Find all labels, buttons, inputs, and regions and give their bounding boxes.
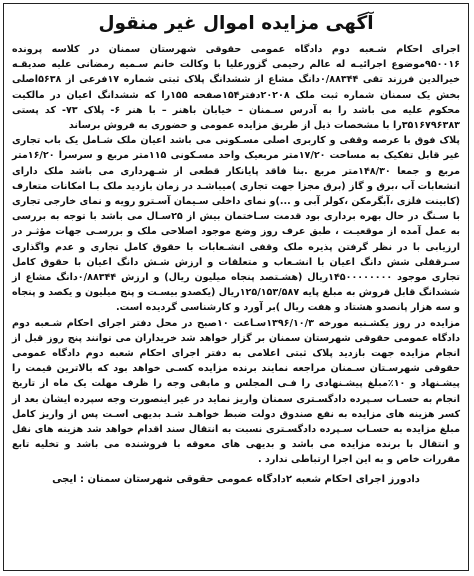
notice-paragraph-property-details: پلاک فوق با عرصه وقفی و کاربری اصلی مسـکونی می باشد اعیان ملک شـامل یک باب تجاری غیر قابل تفکیک به مساحت ۱۷/۲۰متر مربعیک واحد مسـکونی ۱۱۵متر مربع و سرسرا ۱۶/۲۰متر مربع و جمعا ۱۴۸/۳۰متر مربع .بنا فاقد پایانکار قطعی از شـهرداری می باشد ملک دارای انشعابات آب ،برق و گاز (برق مجزا جهت تجاری )میباشـد در زمان بازدید ملک بـا امکانات متعارف (کابینت فلزی ،آبگرمکن ،کولر آبی و ...)و نمای داخلی سـیمان آسـترو رویه و نمای خارجی تجاری با سـنگ در حال بهره برداری بود قدمت سـاختمان بیش از ۲۵سـال می باشد با توجه به بررسی به عمل آمده از موقعیـت ، طبق عرف روز وضع موجود اصلاحی ملک و بررسـی جهات مؤثـر در ارزیابی با در نظر گرفتن پذیره ملک وقفی انشـعابات با حقوق کامل تجاری و عدم واگذاری سـرقفلی شش دانگ اعیان با انشـعاب و متعلقات و ارزش شـش دانگ اعیان با حقوق کامل تجاری موجود ۱۴۵۰۰۰۰۰۰۰۰ریال (هشـتصد پنجاه میلیون ریال) و ارزش ۰/۸۸۳۴۴دانگ مشاع از ششدانگ قابل فروش به مبلغ پایه ۱۲۵/۱۵۳/۵۸۷ریال (یکصدو بیسـت و پنج میلیون و یکصد و پنجاه و سه هزار پانصدو هشتاد و هفت ریال )بر آورد و کارشناسی گردیده است. — [12, 135, 461, 314]
notice-title: آگهی مزایده اموال غیر منقول — [98, 13, 374, 34]
notice-paragraph-auction-terms: مزایده در روز یکشـنبه مورخه ۱۳۹۶/۱۰/۳سـاعت ۱۰صبح در محل دفتر اجرای احکام شـعبه دوم دادگاه عمومی حقوقی شهرستان سمنان بر گزار خواهد شد خریداران می توانند پنج روز قبل از انجام مزایده جهت بازدید پلاک ثبتی اعلامی به دفتر اجرای احکام شعبه دوم دادگاه عمومی حقوقی شهرسـتان سـمنان مراجعه نمایند برنده مزایده کسـی خواهد بود که بالاترین قیمت را پیشـنهاد و ۱۰٪مبلغ پیشـنهادی را فـی المجلس و مابقی وجه را ظرف مهلت یک ماه از تاریخ انجام به حسـاب سـپرده دادگسـتری سمنان واریز نماید در غیر اینصورت وجه سپرده ایشان بعد از کسر هزینه های مزایده به نفع صندوق دولت ضبط خواهـد شـد بدیهی اسـت پس از واریز کامل مبلغ مزایده به حسـاب سـپرده دادگسـتری نسبت به انتقال سند اقدام خواهد شد هزینه های نقل و انتقال با برنده مزایده می باشد و بدیهی های معوقه با فروشنده می باشد و تخلیه تابع مقررات خاص و به این اجرا ارتباطی ندارد . — [12, 317, 461, 466]
notice-body — [4, 42, 468, 487]
notice-signature: دادورز اجرای احکام شعبه ۲دادگاه عمومی حقوقی شهرستان سمنان : ایجی — [52, 473, 420, 485]
notice-paragraph-intro: اجرای احکام شـعبه دوم دادگاه عمومی حقوقی شهرستان سمنان در کلاسه پرونده ۹۵۰۰۱۶موضوع اجرائیـه له عالم رحیمی گزورعلیا با وکالت خانم سـمیه رمضانی علیه صدیقـه خیرالدین فرزند تقی ۰/۸۸۳۴۴دانگ مشاع از ششدانگ پلاک ثبتی شماره ۱۷فرعی از ۵۶۳۸اصلی بخش یک سمنان شماره ثبت ملک ۲۰۲۰۸دفتر۱۵۴صفحه ۱۵۵را که ششدانگ اعیان در مالکیت محکوم علیه می باشد را به آدرس سـمنان – خیابان باهنر – با هنر ۶- پلاک ۷۳- کد پستی ۳۵۱۶۷۹۶۳۸۳را با مشخصات ذیل از طریق مزایده عمومی و حضوری به فروش برساند — [12, 44, 461, 132]
notice-frame — [3, 3, 469, 571]
